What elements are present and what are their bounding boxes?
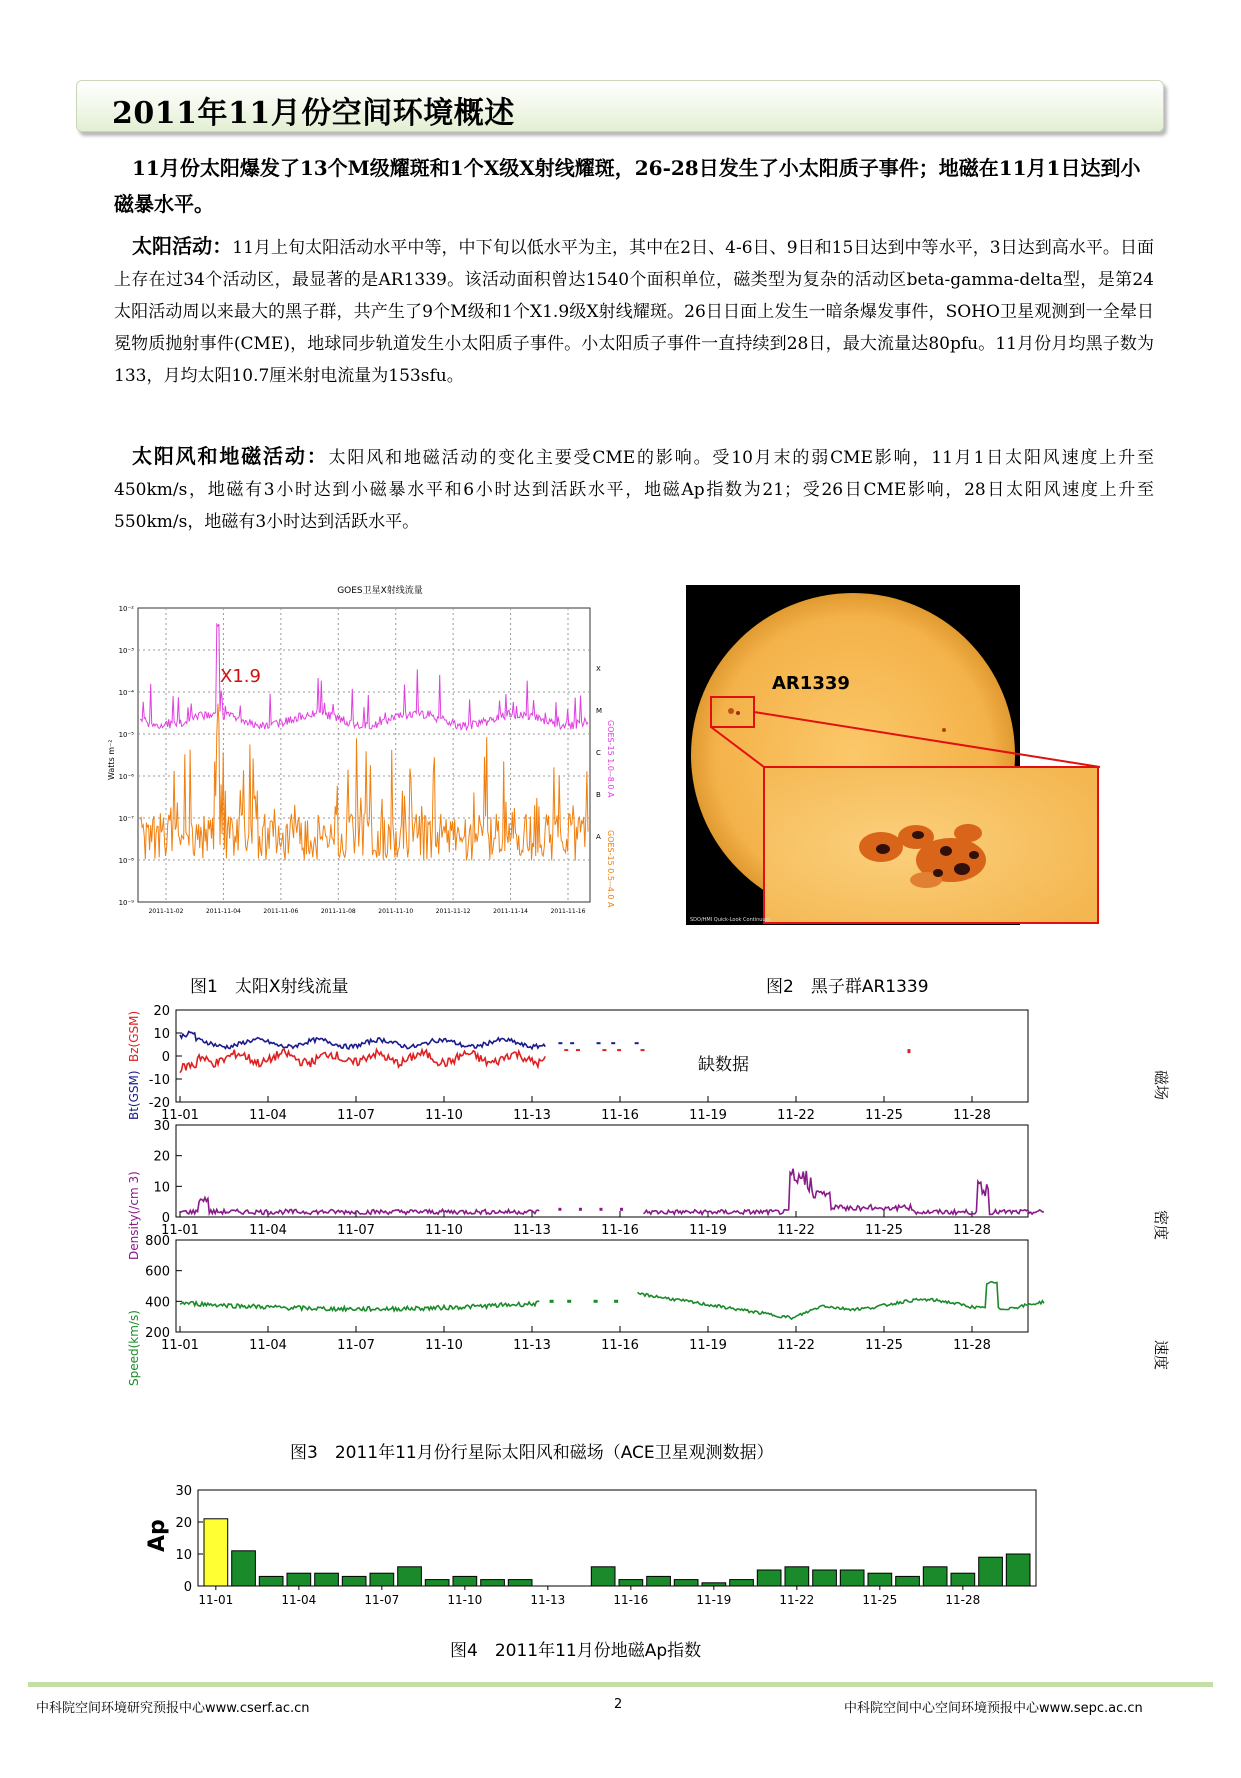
fig3-bt-fragment: [558, 1042, 562, 1044]
fig1-title: GOES卫星X射线流量: [337, 586, 423, 596]
fig3-x-tick-label: 11-25: [865, 1108, 903, 1123]
fig1-x-tick-label: 2011-11-10: [378, 908, 414, 915]
ap-bar-11-20: [730, 1580, 754, 1586]
fig3-x-tick-label: 11-19: [689, 1338, 727, 1353]
fig4-y-tick-label: 0: [183, 1580, 192, 1595]
ap-bar-11-17: [647, 1576, 671, 1586]
ap-bar-11-19: [702, 1583, 726, 1586]
fig3-bt-fragment: [635, 1042, 639, 1044]
fig3-bz-fragment: [564, 1049, 568, 1051]
wind-activity-paragraph: [114, 440, 1154, 538]
fig3-bz-fragment: [602, 1049, 606, 1051]
fig2-region-label: AR1339: [772, 673, 850, 694]
fig3-bt-fragment: [611, 1042, 615, 1044]
fig4-y-tick-label: 10: [175, 1548, 192, 1563]
ap-bar-11-09: [425, 1580, 449, 1586]
fig1-y-tick-label: 10⁻³: [118, 647, 134, 655]
fig1-y-tick-label: 10⁻²: [118, 605, 134, 613]
fig1-class-label: C: [596, 749, 601, 757]
fig3-x-tick-label: 11-13: [513, 1108, 551, 1123]
ap-bar-11-25: [868, 1573, 892, 1586]
fig3-x-tick-label: 11-07: [337, 1223, 375, 1238]
fig1-ylabel: Watts m⁻²: [107, 739, 116, 780]
fig3-y-tick-label: 0: [161, 1211, 170, 1226]
fig1-right-label-2: GOES-15 0.5--4.0 A: [606, 830, 615, 908]
fig4-x-tick-label: 11-19: [696, 1593, 732, 1607]
fig3-y-tick-label: 20: [153, 1004, 170, 1019]
fig3-panels: [145, 1004, 1044, 1353]
fig3-bz-fragment: [617, 1049, 621, 1051]
ap-bar-11-10: [453, 1576, 477, 1586]
fig1-plot-frame: [138, 608, 590, 902]
ap-bar-11-06: [342, 1576, 366, 1586]
fig4-x-tick-label: 11-01: [198, 1593, 234, 1607]
fig1-y-tick-label: 10⁻⁹: [118, 899, 134, 907]
fig3-y-tick-label: 600: [145, 1264, 170, 1280]
fig3-speed-fragment: [550, 1300, 554, 1303]
fig3-missing-data-label: 缺数据: [698, 1055, 749, 1075]
fig1-x-tick-label: 2011-11-04: [205, 908, 241, 915]
fig3-x-tick-label: 11-13: [513, 1338, 551, 1353]
ap-bar-11-02: [232, 1551, 256, 1586]
ap-bar-11-15: [591, 1567, 615, 1586]
solar-activity-text: 11月上旬太阳活动水平中等，中下旬以低水平为主，其中在2日、4-6日、9日和15日达到中等水平，3日达到高水平。日面上存在过34个活动区，最显著的是AR1339。该活动面积曾达1540个面积单位，磁类型为复杂的活动区beta-gamma-delta型，是第24太阳活动周以来最大的黑子群，共产生了9个M级和1个X1.9级X射线耀斑。26日日面上发生一暗条爆发事件，SOHO卫星观测到一全晕日冕物质抛射事件(CME)，地球同步轨道发生小太阳质子事件。小太阳质子事件一直持续到28日，最大流量达80pfu。11月份月均黑子数为133，月均太阳10.7厘米射电流量为153sfu。: [114, 238, 1155, 386]
ap-bar-11-26: [896, 1576, 920, 1586]
footer-divider: [28, 1682, 1213, 1687]
fig2-credit: SDO/HMI Quick-Look Continuum: [690, 917, 771, 923]
ap-bar-11-08: [398, 1567, 422, 1586]
fig3-y-tick-label: 400: [145, 1295, 170, 1311]
fig3-density-fragment: [579, 1208, 582, 1211]
fig3-speed-fragment: [614, 1300, 618, 1303]
figure-2-sunspot-image: [686, 585, 1100, 925]
fig3-right-label-speed: 速度: [1152, 1340, 1170, 1371]
figure-1-caption: 图1 太阳X射线流量: [190, 977, 349, 997]
fig4-x-tick-label: 11-16: [613, 1593, 649, 1607]
fig1-right-label-1: GOES-15 1.0--8.0 A: [606, 720, 615, 798]
fig3-speed-fragment: [567, 1300, 571, 1303]
figure-3-caption: 图3 2011年11月份行星际太阳风和磁场（ACE卫星观测数据）: [290, 1443, 774, 1463]
fig3-x-tick-label: 11-28: [953, 1108, 991, 1123]
fig3-x-tick-label: 11-22: [777, 1338, 815, 1353]
fig3-ylabel-bz: Bz(GSM): [127, 1010, 141, 1062]
ap-bar-11-03: [259, 1576, 283, 1586]
fig3-bt-fragment: [570, 1042, 574, 1044]
ap-bar-11-01: [204, 1519, 228, 1586]
fig3-x-tick-label: 11-22: [777, 1108, 815, 1123]
fig3-ylabel-speed: Speed(km/s): [127, 1310, 141, 1386]
fig3-x-tick-label: 11-19: [689, 1223, 727, 1238]
fig1-class-labels: [596, 665, 602, 841]
fig3-x-tick-label: 11-28: [953, 1338, 991, 1353]
fig3-panel-frame: [176, 1125, 1028, 1217]
wind-activity-lead: 太阳风和地磁活动：: [132, 444, 329, 468]
ap-bar-11-28: [951, 1573, 975, 1586]
fig4-x-tick-label: 11-07: [364, 1593, 400, 1607]
fig1-y-tick-label: 10⁻⁵: [118, 731, 134, 739]
fig1-y-tick-label: 10⁻⁸: [118, 857, 134, 865]
ap-bar-11-04: [287, 1573, 311, 1586]
fig4-x-tick-label: 11-22: [779, 1593, 815, 1607]
fig3-x-tick-label: 11-16: [601, 1223, 639, 1238]
fig1-x-tick-label: 2011-11-12: [435, 908, 471, 915]
summary-paragraph: 11月份太阳爆发了13个M级耀斑和1个X级X射线耀斑，26-28日发生了小太阳质子事件；地磁在11月1日达到小磁暴水平。: [114, 156, 1141, 216]
footer-right-link[interactable]: 中科院空间中心空间环境预报中心www.sepc.ac.cn: [844, 1701, 1143, 1716]
fig3-density-fragment: [620, 1208, 623, 1211]
fig3-x-tick-label: 11-01: [161, 1338, 199, 1353]
fig3-x-tick-label: 11-01: [161, 1108, 199, 1123]
fig3-y-tick-label: 10: [153, 1180, 170, 1196]
ap-bar-11-21: [757, 1570, 781, 1586]
fig4-x-tick-label: 11-25: [862, 1593, 898, 1607]
fig3-x-tick-label: 11-10: [425, 1223, 463, 1238]
fig3-y-tick-label: 0: [161, 1050, 170, 1065]
ap-bar-11-12: [508, 1580, 532, 1586]
fig4-x-ticks: [198, 1586, 980, 1607]
fig3-x-tick-label: 11-25: [865, 1338, 903, 1353]
fig1-class-label: X: [596, 665, 601, 673]
ap-bar-11-11: [481, 1580, 505, 1586]
fig3-bz-fragment: [576, 1049, 580, 1051]
fig3-x-tick-label: 11-19: [689, 1108, 727, 1123]
fig3-x-tick-label: 11-16: [601, 1108, 639, 1123]
fig3-x-tick-label: 11-04: [249, 1338, 287, 1353]
ap-bar-11-23: [813, 1570, 837, 1586]
fig3-x-tick-label: 11-07: [337, 1338, 375, 1353]
fig3-x-tick-label: 11-16: [601, 1338, 639, 1353]
fig3-x-tick-label: 11-13: [513, 1223, 551, 1238]
page-number: 2: [614, 1697, 623, 1712]
fig3-bz-fragment: [641, 1049, 645, 1051]
fig4-x-tick-label: 11-04: [281, 1593, 317, 1607]
fig1-y-tick-label: 10⁻⁴: [118, 689, 134, 697]
fig1-class-label: M: [596, 707, 603, 715]
ap-bar-11-05: [315, 1573, 339, 1586]
fig3-y-tick-label: 200: [145, 1326, 170, 1341]
ap-bar-11-22: [785, 1567, 809, 1586]
fig4-plot-frame: [198, 1490, 1036, 1586]
fig2-small-spot: [728, 708, 734, 714]
fig1-x-tick-label: 2011-11-16: [550, 908, 586, 915]
fig3-y-tick-label: 10: [153, 1027, 170, 1042]
fig3-x-tick-label: 11-01: [161, 1223, 199, 1238]
fig3-panel-frame: [176, 1010, 1028, 1102]
solar-activity-lead: 太阳活动：: [132, 234, 233, 258]
fig3-x-tick-label: 11-04: [249, 1223, 287, 1238]
ap-bar-11-24: [840, 1570, 864, 1586]
fig3-x-tick-label: 11-04: [249, 1108, 287, 1123]
ap-bar-11-29: [979, 1557, 1003, 1586]
ap-bar-11-07: [370, 1573, 394, 1586]
fig1-x19-annotation: X1.9: [220, 666, 261, 687]
fig4-x-tick-label: 11-13: [530, 1593, 566, 1607]
fig3-x-tick-label: 11-10: [425, 1338, 463, 1353]
fig3-ylabel-density: Density(/cm 3): [127, 1171, 141, 1260]
fig1-class-label: A: [596, 833, 601, 841]
fig4-x-tick-label: 11-10: [447, 1593, 483, 1607]
fig4-x-tick-label: 11-28: [945, 1593, 981, 1607]
solar-activity-paragraph: [114, 230, 1154, 392]
fig1-y-tick-label: 10⁻⁶: [118, 773, 134, 781]
figure-2-caption: 图2 黑子群AR1339: [766, 977, 929, 997]
ap-bar-11-27: [923, 1567, 947, 1586]
fig3-y-tick-label: -10: [148, 1073, 170, 1088]
fig1-x-ticks: [149, 908, 586, 915]
figure-1-xray-flux: [100, 580, 630, 940]
fig1-x-tick-label: 2011-11-02: [148, 908, 184, 915]
fig4-y-tick-label: 30: [175, 1484, 192, 1499]
fig1-x-tick-label: 2011-11-14: [493, 908, 529, 915]
footer-left-link[interactable]: 中科院空间环境研究预报中心www.cserf.ac.cn: [36, 1701, 310, 1716]
fig3-x-tick-label: 11-07: [337, 1108, 375, 1123]
fig3-right-label-density: 密度: [1152, 1210, 1170, 1241]
fig2-distant-spot: [942, 728, 946, 732]
figure-3-solar-wind: [110, 1004, 1170, 1420]
fig3-density-fragment: [599, 1208, 602, 1211]
fig1-y-tick-label: 10⁻⁷: [118, 815, 134, 823]
fig3-y-tick-label: -20: [148, 1096, 170, 1111]
ap-bar-11-30: [1006, 1554, 1030, 1586]
fig3-y-tick-label: 800: [145, 1234, 170, 1249]
fig3-bt-fragment: [597, 1042, 601, 1044]
fig2-small-spot: [736, 711, 740, 715]
fig3-y-tick-label: 20: [153, 1149, 170, 1165]
fig3-panel-frame: [176, 1240, 1028, 1332]
wind-activity-text: 太阳风和地磁活动的变化主要受CME的影响。受10月末的弱CME影响，11月1日太阳风速度上升至450km/s，地磁有3小时达到小磁暴水平和6小时达到活跃水平，地磁Ap指数为21；受26日CME影响，28日太阳风速度上升至550km/s，地磁有3小时达到活跃水平。: [114, 448, 1155, 532]
fig3-ylabel-bt: Bt(GSM): [127, 1070, 141, 1120]
fig1-x-tick-label: 2011-11-08: [320, 908, 356, 915]
page-title: 2011年11月份空间环境概述: [112, 96, 515, 131]
fig3-y-tick-label: 30: [153, 1119, 170, 1134]
fig3-x-tick-label: 11-10: [425, 1108, 463, 1123]
figure-4-ap-index: [130, 1480, 1060, 1620]
ap-bar-11-18: [674, 1580, 698, 1586]
fig3-density-fragment: [558, 1208, 561, 1211]
fig3-x-tick-label: 11-28: [953, 1223, 991, 1238]
fig1-y-ticks: [119, 605, 135, 907]
fig4-y-tick-label: 20: [175, 1516, 192, 1531]
fig1-class-label: B: [596, 791, 601, 799]
ap-bar-11-16: [619, 1580, 643, 1586]
figure-4-caption: 图4 2011年11月份地磁Ap指数: [450, 1641, 702, 1661]
fig4-ylabel: Ap: [145, 1519, 170, 1552]
fig3-speed-fragment: [594, 1300, 598, 1303]
fig1-x-tick-label: 2011-11-06: [263, 908, 299, 915]
fig3-x-tick-label: 11-22: [777, 1223, 815, 1238]
fig3-bz-fragment: [907, 1049, 910, 1053]
fig3-right-label-mag: 磁场: [1152, 1070, 1170, 1101]
fig3-x-tick-label: 11-25: [865, 1223, 903, 1238]
